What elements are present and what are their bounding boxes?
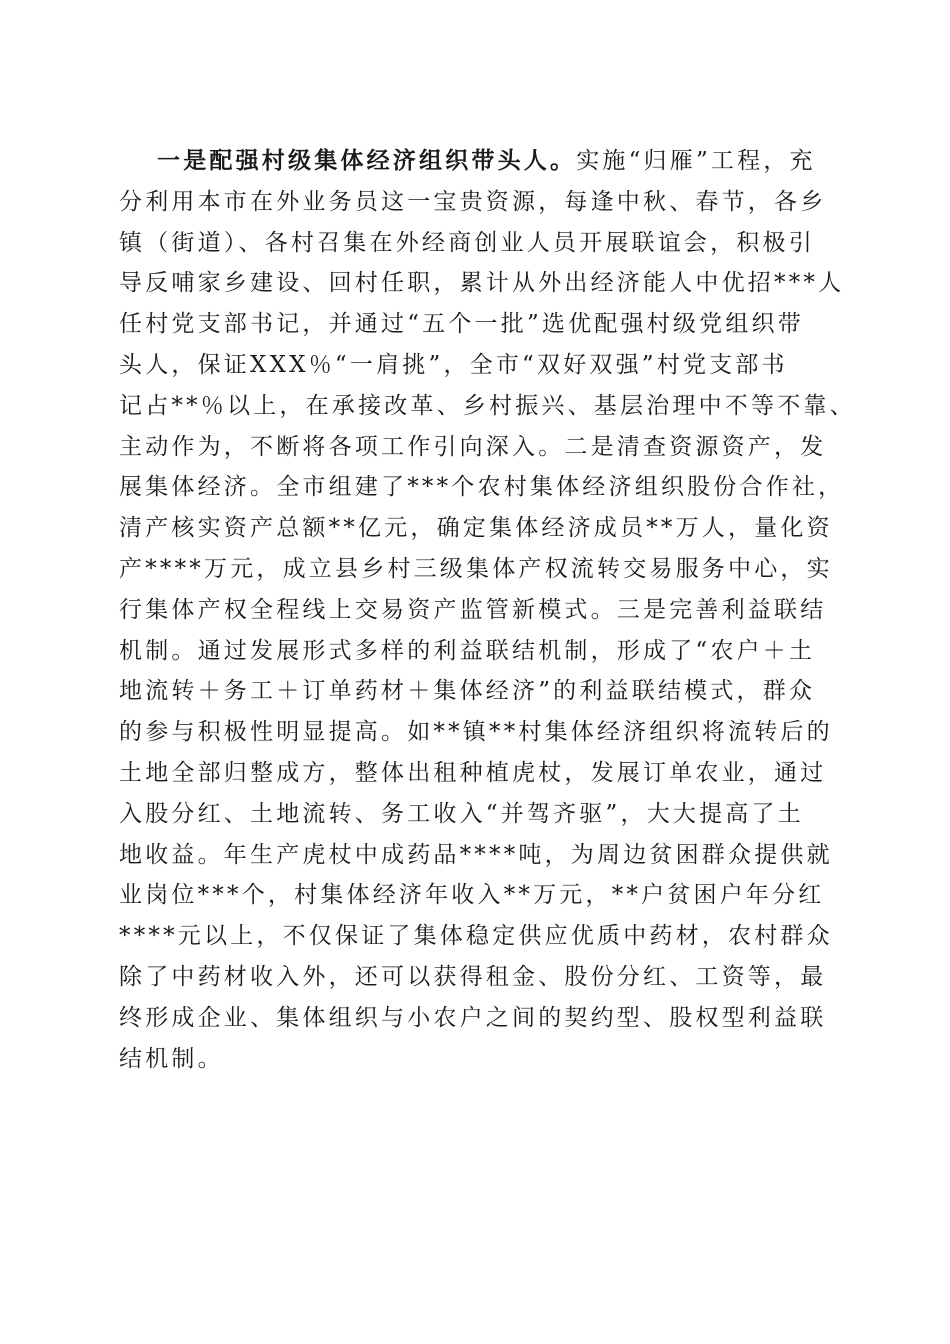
paragraph-line: 结机制。: [119, 1045, 224, 1072]
paragraph-line: 产****万元，成立县乡村三级集体产权流转交易服务中心，实: [119, 555, 833, 582]
paragraph-line: 地收益。年生产虎杖中成药品****吨，为周边贫困群众提供就: [119, 841, 833, 868]
paragraph-line: 终形成企业、集体组织与小农户之间的契约型、股权型利益联: [119, 1004, 827, 1031]
paragraph-line: 清产核实资产总额**亿元，确定集体经济成员**万人，量化资: [119, 515, 833, 542]
paragraph-line: 主动作为，不断将各项工作引向深入。二是清查资源资产，发: [119, 433, 827, 460]
paragraph-line: ****元以上，不仅保证了集体稳定供应优质中药材，农村群众: [119, 923, 833, 950]
paragraph-lead-heading: 一是配强村级集体经济组织带头人。: [157, 147, 577, 174]
paragraph-line: 头人，保证XXX％“一肩挑”，全市“双好双强”村党支部书: [119, 351, 788, 378]
paragraph-line: 地流转＋务工＋订单药材＋集体经济”的利益联结模式，群众: [119, 678, 816, 705]
paragraph-line-1: [119, 141, 831, 182]
paragraph-line: 除了中药材收入外，还可以获得租金、股份分红、工资等，最: [119, 963, 827, 990]
paragraph-line: 记占**％以上，在承接改革、乡村振兴、基层治理中不等不靠、: [119, 392, 856, 419]
paragraph-line: 镇（街道）、各村召集在外经商创业人员开展联谊会，积极引: [119, 229, 815, 256]
paragraph-line: 任村党支部书记，并通过“五个一批”选优配强村级党组织带: [119, 311, 804, 338]
paragraph-line: 行集体产权全程线上交易资产监管新模式。三是完善利益联结: [119, 596, 827, 623]
paragraph-line: 分利用本市在外业务员这一宝贵资源，每逢中秋、春节，各乡: [119, 188, 827, 215]
paragraph-line: 业岗位***个，村集体经济年收入**万元，**户贫困户年分红: [119, 882, 825, 909]
paragraph-line: 机制。通过发展形式多样的利益联结机制，形成了“农户＋土: [119, 637, 816, 664]
paragraph-line: 展集体经济。全市组建了***个农村集体经济组织股份合作社，: [119, 474, 845, 501]
paragraph-line: 入股分红、土地流转、务工收入“并驾齐驱”，大大提高了土: [119, 800, 804, 827]
body-paragraph: [119, 141, 856, 1079]
paragraph-line: 土地全部归整成方，整体出租种植虎杖，发展订单农业，通过: [119, 759, 827, 786]
paragraph-line: 导反哺家乡建设、回村任职，累计从外出经济能人中优招***人: [119, 270, 845, 297]
paragraph-line: 的参与积极性明显提高。如**镇**村集体经济组织将流转后的: [119, 719, 833, 746]
paragraph-line-1-text: 实施“归雁”工程，充: [576, 148, 816, 174]
